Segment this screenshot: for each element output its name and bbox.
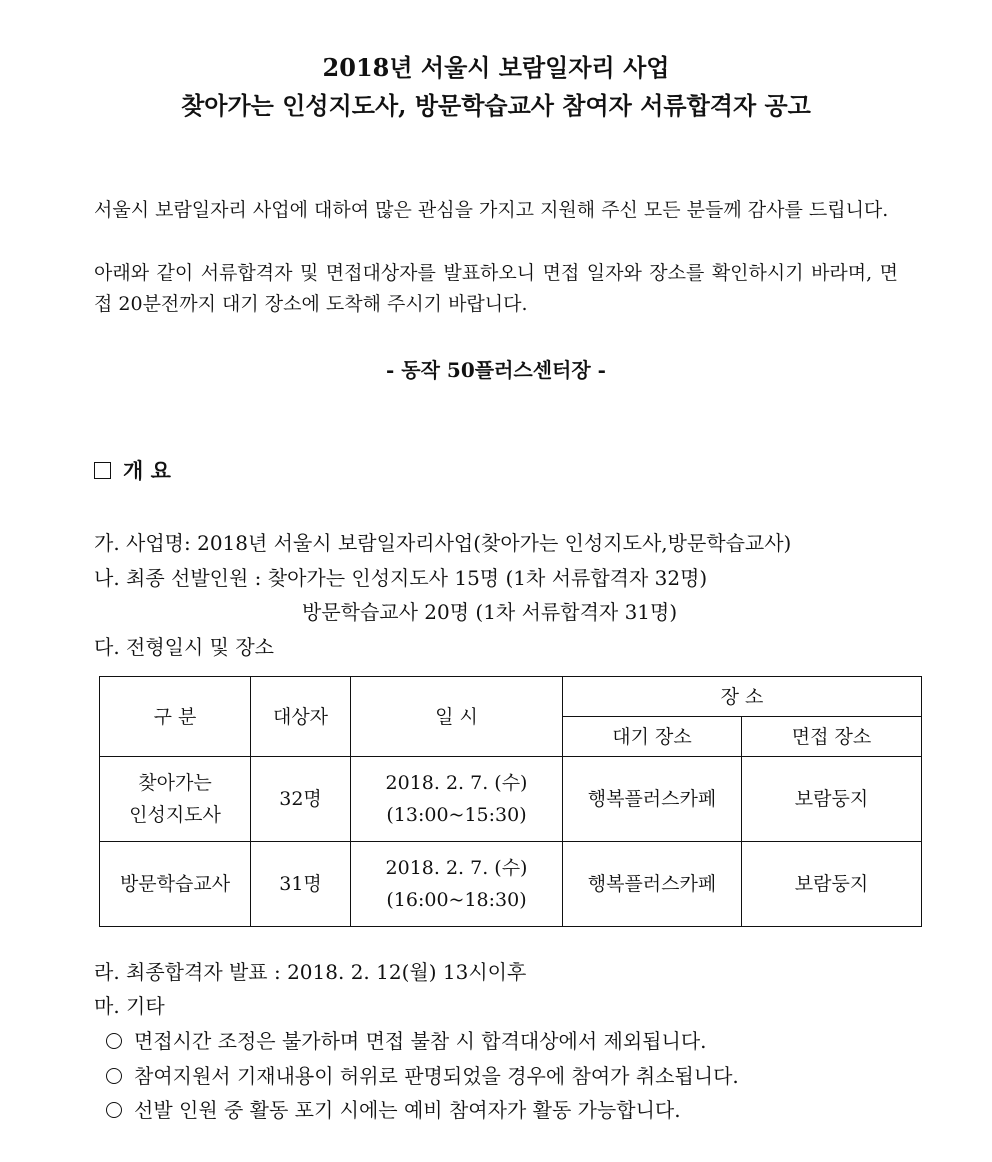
note-text: 참여지원서 기재내용이 허위로 판명되었을 경우에 참여가 취소됩니다. bbox=[134, 1064, 739, 1088]
square-bullet-icon bbox=[94, 462, 111, 479]
note-item bbox=[106, 1026, 707, 1056]
note-item bbox=[106, 1095, 681, 1125]
row-date: 2018. 2. 7. (수) bbox=[385, 772, 528, 794]
note-item bbox=[106, 1061, 739, 1091]
row-date: 2018. 2. 7. (수) bbox=[385, 857, 528, 879]
row-waiting-place: 행복플러스카페 bbox=[563, 842, 742, 927]
row-interview-place: 보람둥지 bbox=[742, 842, 922, 927]
document-title-line2: 찾아가는 인성지도사, 방문학습교사 참여자 서류합격자 공고 bbox=[181, 91, 811, 120]
note-text: 면접시간 조정은 불가하며 면접 불참 시 합격대상에서 제외됩니다. bbox=[134, 1029, 707, 1053]
row-waiting-place: 행복플러스카페 bbox=[563, 757, 742, 842]
organizer-signature: - 동작 50플러스센터장 - bbox=[386, 358, 606, 382]
overview-item-b-line2: 방문학습교사 20명 (1차 서류합격자 31명) bbox=[302, 600, 678, 624]
row-interview-place: 보람둥지 bbox=[742, 757, 922, 842]
intro-paragraph-2: 아래와 같이 서류합격자 및 면접대상자를 발표하오니 면접 일자와 장소를 확인하시기 바라며, 면접 20분전까지 대기 장소에 도착해 주시기 바랍니다. bbox=[94, 262, 898, 315]
table-row bbox=[100, 842, 922, 927]
row-count: 31명 bbox=[251, 842, 351, 927]
row-time: (13:00~15:30) bbox=[386, 804, 527, 826]
header-place: 장 소 bbox=[563, 677, 922, 717]
overview-item-c: 다. 전형일시 및 장소 bbox=[94, 635, 274, 659]
circle-bullet-icon bbox=[106, 1033, 122, 1049]
overview-item-b-line1: 나. 최종 선발인원 : 찾아가는 인성지도사 15명 (1차 서류합격자 32명) bbox=[94, 566, 708, 590]
header-category: 구 분 bbox=[100, 677, 251, 757]
header-datetime: 일 시 bbox=[351, 677, 563, 757]
circle-bullet-icon bbox=[106, 1102, 122, 1118]
overview-item-e: 마. 기타 bbox=[94, 994, 165, 1018]
note-text: 선발 인원 중 활동 포기 시에는 예비 참여자가 활동 가능합니다. bbox=[134, 1098, 681, 1122]
row-category-line2: 인성지도사 bbox=[129, 804, 221, 826]
document-title-line1: 2018년 서울시 보람일자리 사업 bbox=[322, 53, 670, 82]
row-category bbox=[100, 842, 251, 927]
header-interview-place: 면접 장소 bbox=[742, 717, 922, 757]
row-datetime bbox=[351, 757, 563, 842]
row-datetime bbox=[351, 842, 563, 927]
overview-heading bbox=[94, 456, 171, 486]
intro-paragraph-1: 서울시 보람일자리 사업에 대하여 많은 관심을 가지고 지원해 주신 모든 분들께 감사를 드립니다. bbox=[94, 199, 889, 221]
row-category-line1: 찾아가는 bbox=[138, 772, 212, 794]
row-category-line1: 방문학습교사 bbox=[119, 873, 231, 895]
overview-item-d: 라. 최종합격자 발표 : 2018. 2. 12(월) 13시이후 bbox=[94, 960, 527, 984]
row-count: 32명 bbox=[251, 757, 351, 842]
overview-heading-text: 개 요 bbox=[123, 458, 171, 483]
table-row bbox=[100, 757, 922, 842]
schedule-table bbox=[99, 676, 922, 927]
header-count: 대상자 bbox=[251, 677, 351, 757]
circle-bullet-icon bbox=[106, 1068, 122, 1084]
header-waiting-place: 대기 장소 bbox=[563, 717, 742, 757]
row-time: (16:00~18:30) bbox=[386, 889, 527, 911]
overview-item-a: 가. 사업명: 2018년 서울시 보람일자리사업(찾아가는 인성지도사,방문학습교사) bbox=[94, 531, 792, 555]
row-category bbox=[100, 757, 251, 842]
